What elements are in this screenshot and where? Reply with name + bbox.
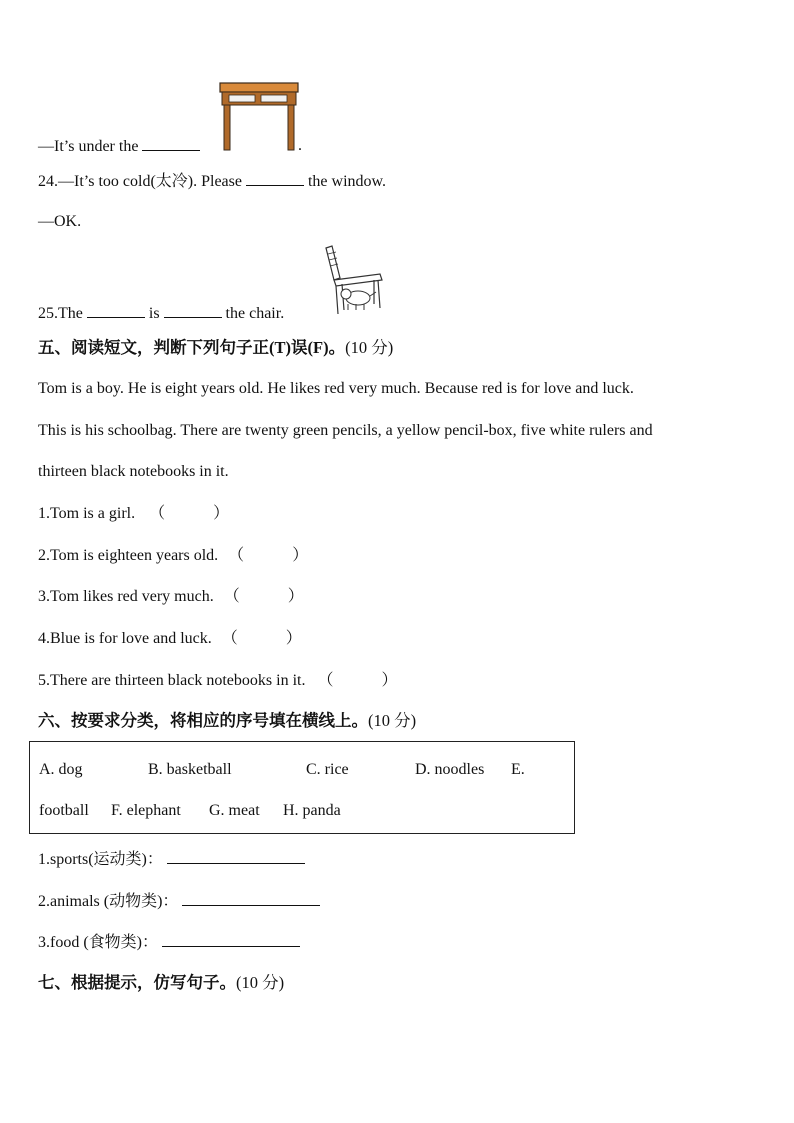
category-food-label: 3.food (食物类)： xyxy=(38,934,158,951)
section6-score: (10 分) xyxy=(368,711,417,730)
section5-title: 五、阅读短文，判断下列句子正(T)误(F)。 xyxy=(38,338,346,357)
passage-line-2: This is his schoolbag. There are twenty green pencils, a yellow pencil-box, five white rulers and xyxy=(38,422,653,439)
q23-blank[interactable] xyxy=(142,136,200,151)
option-c: C. rice xyxy=(306,761,349,778)
judge-item-2-text: 2.Tom is eighteen years old. xyxy=(38,547,219,564)
judge-item-4-text: 4.Blue is for love and luck. xyxy=(38,630,212,647)
desk-picture xyxy=(219,82,299,152)
category-animals-label: 2.animals (动物类)： xyxy=(38,893,179,910)
q25-b: is xyxy=(148,305,160,322)
judge-item-1-text: 1.Tom is a girl. xyxy=(38,505,136,522)
answer-paren-1[interactable]: （ ） xyxy=(149,505,230,522)
q25-blank-1[interactable] xyxy=(87,303,145,318)
category-animals-blank[interactable] xyxy=(182,891,320,906)
judge-item-2 xyxy=(38,546,308,566)
q23-suffix-line xyxy=(298,136,302,156)
option-a: A. dog xyxy=(39,761,83,778)
option-e: E. xyxy=(511,761,525,778)
option-g: G. meat xyxy=(209,802,260,819)
judge-item-5 xyxy=(38,671,398,691)
q24-suffix: the window. xyxy=(307,173,387,190)
q25-a: 25.The xyxy=(38,305,83,322)
section7-title: 七、根据提示，仿写句子。 xyxy=(38,973,236,992)
q25-c: the chair. xyxy=(225,305,285,322)
option-b: B. basketball xyxy=(148,761,232,778)
answer-paren-5[interactable]: （ ） xyxy=(317,672,398,689)
option-h: H. panda xyxy=(283,802,341,819)
section5-score: (10 分) xyxy=(345,338,394,357)
judge-item-3-text: 3.Tom likes red very much. xyxy=(38,588,214,605)
q24-line xyxy=(38,171,386,192)
category-sports-label: 1.sports(运动类)： xyxy=(38,851,163,868)
passage-line-1: Tom is a boy. He is eight years old. He likes red very much. Because red is for love and luck. xyxy=(38,380,634,397)
section7-score: (10 分) xyxy=(236,973,285,992)
category-sports-blank[interactable] xyxy=(167,849,305,864)
section6-heading xyxy=(38,711,416,731)
category-animals xyxy=(38,891,320,912)
judge-item-1 xyxy=(38,504,229,524)
q24-reply: —OK. xyxy=(38,213,82,230)
answer-paren-3[interactable]: （ ） xyxy=(223,588,304,605)
answer-paren-2[interactable]: （ ） xyxy=(228,547,309,564)
chair-dog-picture xyxy=(322,244,384,318)
category-food-blank[interactable] xyxy=(162,932,300,947)
q24-prefix: 24.—It’s too cold(太冷). Please xyxy=(38,173,242,190)
q23-prefix: —It’s under the xyxy=(38,138,139,155)
judge-item-4 xyxy=(38,629,302,649)
judge-item-5-text: 5.There are thirteen black notebooks in it. xyxy=(38,672,306,689)
section5-heading xyxy=(38,338,393,358)
judge-item-3 xyxy=(38,587,304,607)
q25-line xyxy=(38,303,284,324)
option-f: F. elephant xyxy=(111,802,181,819)
category-sports xyxy=(38,849,305,870)
q25-blank-2[interactable] xyxy=(164,303,222,318)
option-e-word: football xyxy=(39,802,89,819)
passage-line-3: thirteen black notebooks in it. xyxy=(38,463,229,480)
section6-title: 六、按要求分类，将相应的序号填在横线上。 xyxy=(38,711,368,730)
answer-paren-4[interactable]: （ ） xyxy=(221,630,302,647)
section7-heading xyxy=(38,973,284,993)
category-food xyxy=(38,932,300,953)
q23-suffix: . xyxy=(298,137,302,154)
option-d: D. noodles xyxy=(415,761,485,778)
q24-blank[interactable] xyxy=(246,171,304,186)
word-bank-box xyxy=(29,741,575,834)
q23-line xyxy=(38,136,200,157)
